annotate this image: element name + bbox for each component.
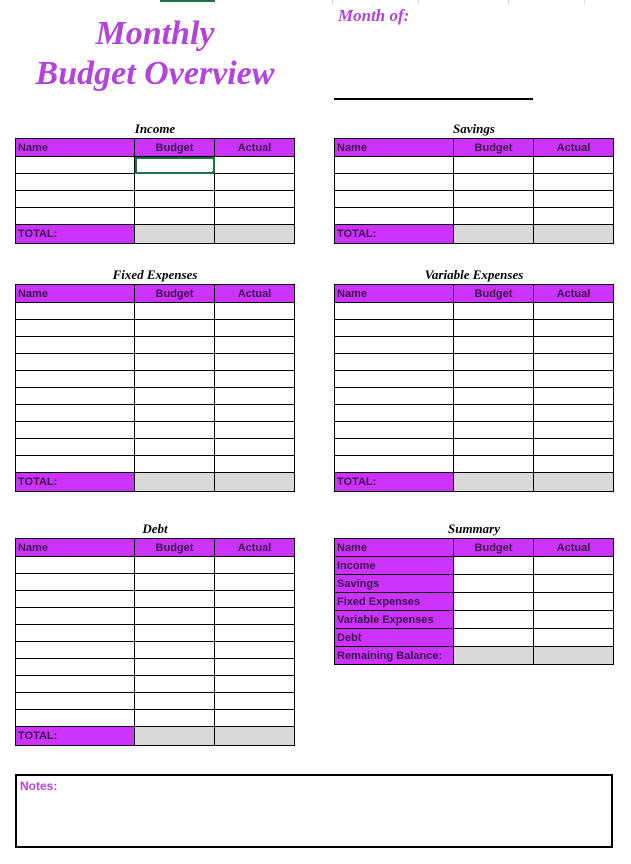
name-cell[interactable]	[335, 388, 454, 405]
total-row	[16, 225, 295, 244]
actual-cell[interactable]	[534, 405, 614, 422]
summary-row	[335, 629, 614, 647]
budget-cell[interactable]	[135, 642, 215, 659]
actual-cell[interactable]	[215, 693, 295, 710]
budget-cell[interactable]	[135, 337, 215, 354]
actual-total-cell[interactable]	[534, 225, 614, 244]
budget-cell[interactable]	[454, 456, 534, 473]
table-row	[335, 354, 614, 371]
header-row	[335, 539, 614, 557]
actual-cell[interactable]	[534, 191, 614, 208]
budget-cell[interactable]	[135, 354, 215, 371]
actual-cell[interactable]	[534, 303, 614, 320]
grid-tick	[584, 0, 585, 4]
budget-cell[interactable]	[135, 303, 215, 320]
actual-cell[interactable]	[215, 354, 295, 371]
actual-cell[interactable]	[534, 371, 614, 388]
total-row	[16, 727, 295, 746]
name-cell[interactable]	[16, 591, 135, 608]
actual-cell[interactable]	[534, 593, 614, 611]
budget-cell[interactable]	[454, 354, 534, 371]
actual-cell[interactable]	[215, 422, 295, 439]
summary-row	[335, 647, 614, 665]
name-cell[interactable]	[335, 439, 454, 456]
actual-cell[interactable]	[534, 157, 614, 174]
name-column-header: Name	[16, 285, 135, 303]
actual-cell[interactable]	[215, 676, 295, 693]
actual-cell[interactable]	[215, 405, 295, 422]
actual-cell[interactable]	[215, 174, 295, 191]
summary-section	[334, 520, 614, 665]
table-row	[16, 320, 295, 337]
table-row	[16, 456, 295, 473]
month-label: Month of:	[338, 6, 410, 25]
budget-cell[interactable]	[454, 593, 534, 611]
actual-cell[interactable]	[534, 337, 614, 354]
table-row	[16, 710, 295, 727]
name-cell[interactable]	[16, 388, 135, 405]
table-row	[335, 456, 614, 473]
budget-cell[interactable]	[454, 422, 534, 439]
name-cell[interactable]	[335, 422, 454, 439]
budget-column-header: Budget	[454, 285, 534, 303]
table-row	[335, 337, 614, 354]
actual-cell[interactable]	[534, 388, 614, 405]
actual-column-header: Actual	[215, 285, 295, 303]
actual-cell[interactable]	[534, 629, 614, 647]
table-row	[16, 208, 295, 225]
table-row	[335, 439, 614, 456]
table-row	[16, 642, 295, 659]
budget-cell[interactable]	[135, 388, 215, 405]
budget-cell[interactable]	[135, 174, 215, 191]
actual-cell[interactable]	[534, 456, 614, 473]
page-title-line1: Monthly	[95, 15, 215, 52]
budget-cell[interactable]	[454, 320, 534, 337]
table-row	[16, 371, 295, 388]
budget-cell[interactable]	[135, 320, 215, 337]
summary-row-label: Income	[335, 557, 454, 575]
header-row	[16, 285, 295, 303]
actual-column-header: Actual	[534, 285, 614, 303]
actual-cell[interactable]	[215, 371, 295, 388]
income-table	[15, 138, 295, 244]
budget-cell[interactable]	[454, 575, 534, 593]
variable-expenses-title: Variable Expenses	[424, 267, 524, 282]
table-row	[16, 405, 295, 422]
actual-cell[interactable]	[215, 574, 295, 591]
fixed-expenses-table	[15, 284, 295, 492]
actual-cell[interactable]	[534, 174, 614, 191]
actual-cell[interactable]	[215, 191, 295, 208]
actual-cell[interactable]	[534, 422, 614, 439]
actual-cell[interactable]	[534, 320, 614, 337]
table-row	[16, 693, 295, 710]
actual-cell[interactable]	[534, 647, 614, 665]
table-row	[16, 354, 295, 371]
name-cell[interactable]	[16, 439, 135, 456]
name-cell[interactable]	[335, 191, 454, 208]
name-cell[interactable]	[335, 337, 454, 354]
budget-cell[interactable]	[135, 676, 215, 693]
name-cell[interactable]	[335, 174, 454, 191]
name-cell[interactable]	[16, 337, 135, 354]
name-column-header: Name	[335, 139, 454, 157]
summary-row	[335, 575, 614, 593]
budget-cell[interactable]	[135, 157, 215, 174]
actual-cell[interactable]	[534, 575, 614, 593]
actual-cell[interactable]	[215, 710, 295, 727]
table-row	[335, 422, 614, 439]
table-row	[16, 608, 295, 625]
total-label: TOTAL:	[16, 225, 135, 244]
header-row	[335, 139, 614, 157]
total-label: TOTAL:	[335, 473, 454, 492]
notes-label: Notes:	[20, 779, 58, 793]
income-section	[15, 120, 295, 244]
table-row	[16, 439, 295, 456]
budget-cell[interactable]	[454, 611, 534, 629]
budget-cell[interactable]	[135, 659, 215, 676]
summary-row	[335, 593, 614, 611]
table-row	[335, 174, 614, 191]
table-row	[335, 405, 614, 422]
name-cell[interactable]	[335, 303, 454, 320]
summary-row-label: Remaining Balance:	[335, 647, 454, 665]
summary-row-label: Savings	[335, 575, 454, 593]
name-cell[interactable]	[16, 422, 135, 439]
debt-table	[15, 538, 295, 746]
name-cell[interactable]	[335, 208, 454, 225]
budget-cell[interactable]	[454, 647, 534, 665]
name-cell[interactable]	[16, 157, 135, 174]
table-row	[335, 388, 614, 405]
actual-cell[interactable]	[215, 625, 295, 642]
actual-total-cell[interactable]	[215, 473, 295, 492]
name-cell[interactable]	[16, 354, 135, 371]
table-row	[16, 574, 295, 591]
table-row	[16, 591, 295, 608]
name-cell[interactable]	[16, 371, 135, 388]
budget-cell[interactable]	[454, 629, 534, 647]
name-cell[interactable]	[16, 574, 135, 591]
budget-cell[interactable]	[135, 371, 215, 388]
name-cell[interactable]	[16, 303, 135, 320]
name-cell[interactable]	[335, 456, 454, 473]
budget-cell[interactable]	[135, 405, 215, 422]
name-cell[interactable]	[335, 371, 454, 388]
name-column-header: Name	[335, 539, 454, 557]
actual-total-cell[interactable]	[215, 225, 295, 244]
actual-cell[interactable]	[215, 557, 295, 574]
name-column-header: Name	[16, 139, 135, 157]
budget-cell[interactable]	[135, 608, 215, 625]
budget-total-cell[interactable]	[454, 473, 534, 492]
actual-total-cell[interactable]	[215, 727, 295, 746]
table-row	[16, 191, 295, 208]
variable-expenses-table	[334, 284, 614, 492]
savings-section	[334, 120, 614, 244]
active-column-indicator	[160, 0, 215, 2]
total-label: TOTAL:	[16, 473, 135, 492]
budget-cell[interactable]	[454, 337, 534, 354]
name-cell[interactable]	[16, 693, 135, 710]
name-cell[interactable]	[335, 354, 454, 371]
grid-tick	[332, 0, 333, 4]
table-row	[16, 659, 295, 676]
total-row	[335, 473, 614, 492]
budget-cell[interactable]	[135, 693, 215, 710]
actual-cell[interactable]	[215, 208, 295, 225]
name-cell[interactable]	[16, 174, 135, 191]
name-cell[interactable]	[335, 405, 454, 422]
budget-total-cell[interactable]	[135, 727, 215, 746]
actual-cell[interactable]	[215, 591, 295, 608]
summary-row-label: Variable Expenses	[335, 611, 454, 629]
table-row	[16, 157, 295, 174]
total-label: TOTAL:	[16, 727, 135, 746]
budget-cell[interactable]	[135, 625, 215, 642]
budget-total-cell[interactable]	[454, 225, 534, 244]
budget-cell[interactable]	[135, 591, 215, 608]
month-input-line[interactable]	[334, 98, 533, 100]
name-cell[interactable]	[16, 659, 135, 676]
savings-table	[334, 138, 614, 244]
debt-title: Debt	[142, 521, 168, 536]
budget-cell[interactable]	[454, 174, 534, 191]
actual-cell[interactable]	[215, 659, 295, 676]
fixed-expenses-title: Fixed Expenses	[112, 267, 198, 282]
budget-column-header: Budget	[135, 139, 215, 157]
summary-row	[335, 611, 614, 629]
name-cell[interactable]	[16, 320, 135, 337]
name-cell[interactable]	[335, 157, 454, 174]
table-row	[16, 676, 295, 693]
summary-row-label: Fixed Expenses	[335, 593, 454, 611]
actual-cell[interactable]	[534, 354, 614, 371]
actual-column-header: Actual	[215, 539, 295, 557]
actual-column-header: Actual	[534, 539, 614, 557]
summary-table	[334, 538, 614, 665]
budget-cell[interactable]	[454, 208, 534, 225]
table-row	[335, 320, 614, 337]
name-cell[interactable]	[16, 557, 135, 574]
budget-cell[interactable]	[454, 439, 534, 456]
name-cell[interactable]	[16, 405, 135, 422]
name-column-header: Name	[16, 539, 135, 557]
budget-cell[interactable]	[454, 557, 534, 575]
budget-cell[interactable]	[454, 371, 534, 388]
actual-total-cell[interactable]	[534, 473, 614, 492]
budget-cell[interactable]	[135, 422, 215, 439]
budget-cell[interactable]	[454, 157, 534, 174]
header-row	[16, 539, 295, 557]
summary-title: Summary	[447, 521, 500, 536]
table-row	[16, 557, 295, 574]
actual-cell[interactable]	[215, 642, 295, 659]
header-row	[335, 285, 614, 303]
summary-row-label: Debt	[335, 629, 454, 647]
grid-tick	[508, 0, 509, 4]
page-title-line2: Budget Overview	[35, 55, 275, 92]
name-cell[interactable]	[16, 191, 135, 208]
actual-cell[interactable]	[215, 456, 295, 473]
actual-cell[interactable]	[215, 157, 295, 174]
table-row	[16, 303, 295, 320]
actual-cell[interactable]	[534, 439, 614, 456]
actual-cell[interactable]	[534, 208, 614, 225]
actual-cell[interactable]	[215, 303, 295, 320]
total-row	[335, 225, 614, 244]
budget-cell[interactable]	[135, 557, 215, 574]
budget-cell[interactable]	[454, 191, 534, 208]
actual-cell[interactable]	[534, 611, 614, 629]
budget-column-header: Budget	[454, 139, 534, 157]
actual-cell[interactable]	[534, 557, 614, 575]
table-row	[16, 388, 295, 405]
name-cell[interactable]	[16, 456, 135, 473]
name-cell[interactable]	[16, 208, 135, 225]
budget-cell[interactable]	[135, 574, 215, 591]
actual-cell[interactable]	[215, 388, 295, 405]
budget-column-header: Budget	[135, 285, 215, 303]
budget-cell[interactable]	[135, 439, 215, 456]
table-row	[335, 157, 614, 174]
budget-column-header: Budget	[454, 539, 534, 557]
budget-column-header: Budget	[135, 539, 215, 557]
table-row	[16, 174, 295, 191]
income-title: Income	[134, 121, 176, 136]
savings-title: Savings	[453, 121, 495, 136]
table-row	[335, 303, 614, 320]
budget-total-cell[interactable]	[135, 473, 215, 492]
budget-total-cell[interactable]	[135, 225, 215, 244]
table-row	[335, 191, 614, 208]
actual-cell[interactable]	[215, 337, 295, 354]
table-row	[16, 422, 295, 439]
budget-cell[interactable]	[135, 208, 215, 225]
notes-box[interactable]	[15, 774, 613, 848]
actual-column-header: Actual	[534, 139, 614, 157]
name-cell[interactable]	[16, 676, 135, 693]
table-row	[16, 625, 295, 642]
debt-section	[15, 520, 295, 746]
name-cell[interactable]	[16, 642, 135, 659]
budget-cell[interactable]	[135, 456, 215, 473]
header-row	[16, 139, 295, 157]
name-column-header: Name	[335, 285, 454, 303]
table-row	[16, 337, 295, 354]
budget-cell[interactable]	[454, 405, 534, 422]
actual-cell[interactable]	[215, 608, 295, 625]
total-row	[16, 473, 295, 492]
budget-cell[interactable]	[135, 710, 215, 727]
summary-row	[335, 557, 614, 575]
total-label: TOTAL:	[335, 225, 454, 244]
name-cell[interactable]	[335, 320, 454, 337]
name-cell[interactable]	[16, 710, 135, 727]
name-cell[interactable]	[16, 625, 135, 642]
fixed-expenses-section	[15, 266, 295, 492]
table-row	[335, 371, 614, 388]
budget-cell[interactable]	[135, 191, 215, 208]
actual-cell[interactable]	[215, 320, 295, 337]
grid-tick	[418, 0, 419, 4]
budget-cell[interactable]	[454, 388, 534, 405]
name-cell[interactable]	[16, 608, 135, 625]
actual-column-header: Actual	[215, 139, 295, 157]
actual-cell[interactable]	[215, 439, 295, 456]
variable-expenses-section	[334, 266, 614, 492]
table-row	[335, 208, 614, 225]
budget-cell[interactable]	[454, 303, 534, 320]
